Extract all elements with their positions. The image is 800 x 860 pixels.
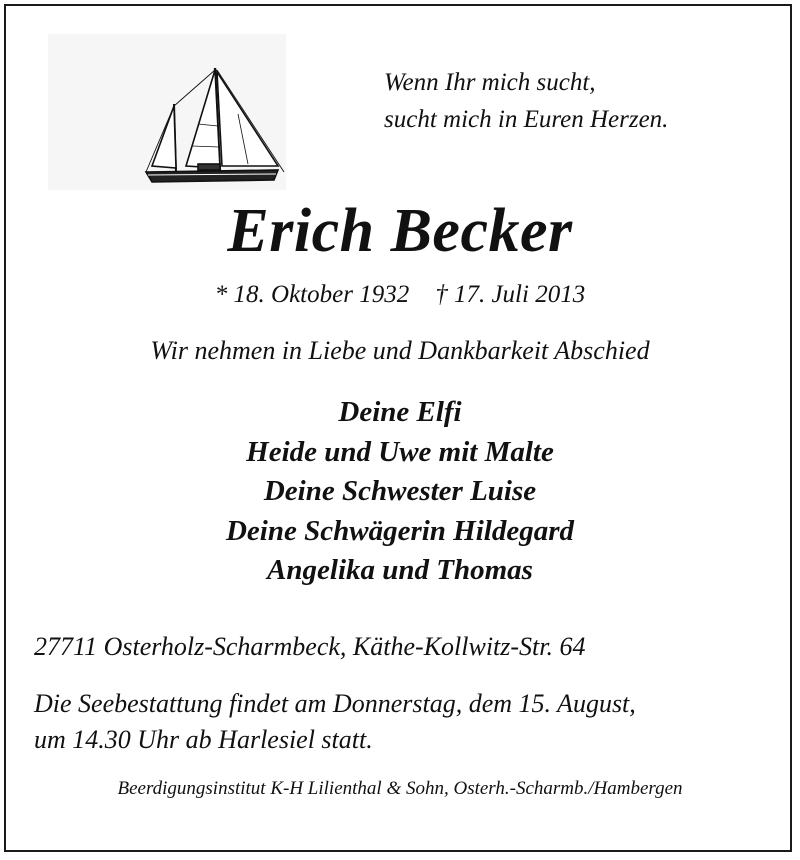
burial-service-info <box>34 686 636 758</box>
memorial-motto <box>384 64 668 138</box>
motto-line-2: sucht mich in Euren Herzen. <box>384 106 669 133</box>
funeral-home: Beerdigungsinstitut K-H Lilienthal & Sohn, Osterh.-Scharmb./Hambergen <box>117 778 683 799</box>
mourner-name: Heide und Uwe mit Malte <box>246 435 554 468</box>
life-dates <box>0 278 800 312</box>
mourner-name: Deine Schwester Luise <box>263 475 537 507</box>
mourner-name: Angelika und Thomas <box>267 554 533 586</box>
motto-line-1: Wenn Ihr mich sucht, <box>384 69 596 96</box>
death-date: † 17. Juli 2013 <box>435 281 586 308</box>
family-address: 27711 Osterholz-Scharmbeck, Käthe-Kollwitz-Str. 64 <box>34 632 586 661</box>
mourners-list <box>0 393 800 591</box>
service-line-1: Die Seebestattung findet am Donnerstag, dem 15. August, <box>34 689 636 718</box>
sailing-ship-icon <box>48 34 286 190</box>
mourner-name: Deine Schwägerin Hildegard <box>225 514 574 547</box>
deceased-name: Erich Becker <box>227 197 573 265</box>
service-line-2: um 14.30 Uhr ab Harlesiel statt. <box>34 725 373 754</box>
farewell-line: Wir nehmen in Liebe und Dankbarkeit Abschied <box>150 336 650 365</box>
mourner-name: Deine Elfi <box>338 396 462 428</box>
birth-date: * 18. Oktober 1932 <box>214 281 410 308</box>
